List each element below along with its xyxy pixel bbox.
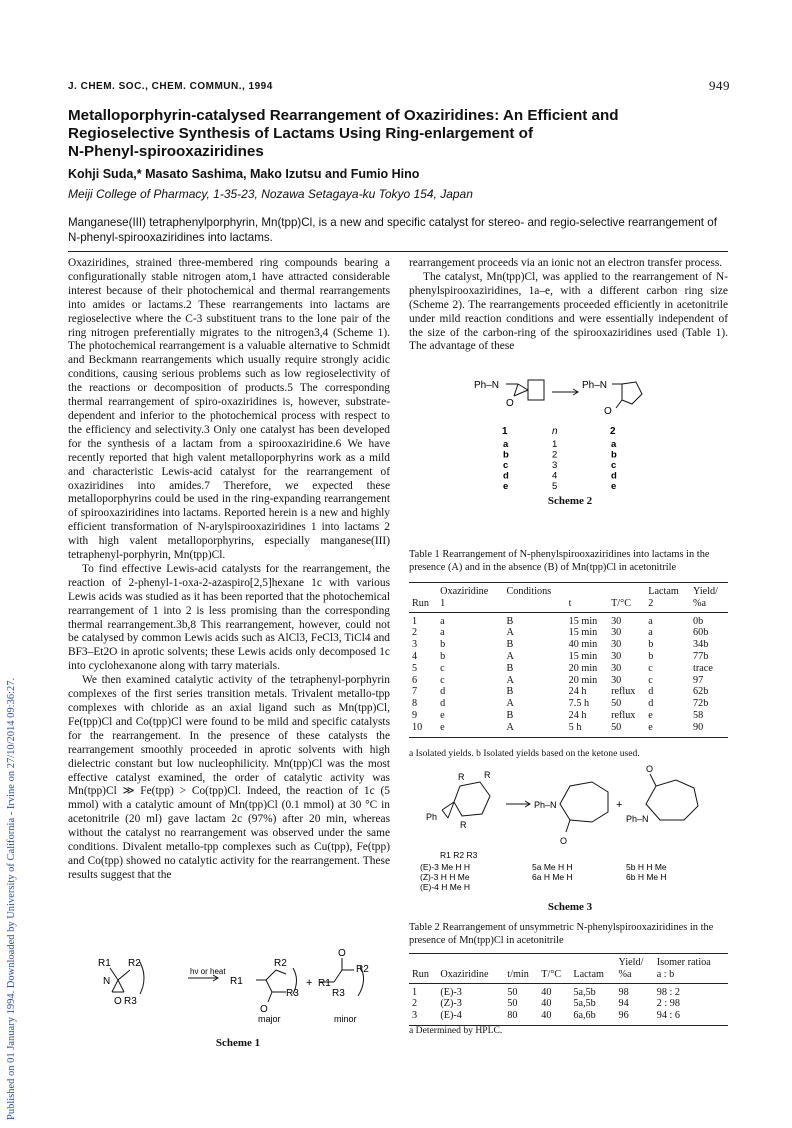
scheme2-table-cell: 2 xyxy=(552,449,558,461)
table-cell: 94 xyxy=(618,998,629,1010)
table-cell: a xyxy=(648,627,653,639)
table-2-footnote: a Determined by HPLC. xyxy=(409,1025,503,1036)
table-cell: d xyxy=(440,698,446,710)
table-cell: 77b xyxy=(693,650,709,662)
title-line-3: N-Phenyl-spirooxaziridines xyxy=(68,143,264,160)
left-column xyxy=(68,257,390,883)
table-header-cell xyxy=(437,954,504,969)
scheme1-product-r2: R2 xyxy=(274,958,287,969)
table-cell: c xyxy=(440,674,445,686)
scheme3-ph: Ph xyxy=(426,812,438,822)
table-cell: 72b xyxy=(693,698,709,710)
abstract: Manganese(III) tetraphenylporphyrin, Mn(tpp)Cl, is a new and specific catalyst for stereo- and regio-selective rearrangement of N-phenyl-spirooxaziridines into lactams. xyxy=(68,216,717,244)
table-cell: (E)-4 xyxy=(437,1010,504,1025)
table-cell: b xyxy=(648,639,654,651)
table-cell: 3 xyxy=(412,639,418,651)
table-header-cell: t/min xyxy=(504,969,538,983)
table-cell: 10 xyxy=(409,722,437,737)
table-row xyxy=(409,612,728,627)
scheme3-product-b-label: Ph–N xyxy=(626,814,649,824)
table-cell: 30 xyxy=(611,674,622,686)
table-header-cell: Run xyxy=(409,598,437,612)
table-cell: 15 min xyxy=(568,615,598,627)
table-cell: 98 : 2 xyxy=(656,986,680,998)
table-header-cell: Yield/ xyxy=(690,583,728,598)
table-header-cell: Run xyxy=(409,969,437,983)
table-cell: 5 xyxy=(412,662,418,674)
table-cell: 5a,5b xyxy=(573,998,596,1010)
table-row xyxy=(409,639,728,651)
table-header-row xyxy=(409,598,728,612)
scheme1-major-label: major xyxy=(258,1014,281,1024)
table-header-cell: 1 xyxy=(437,598,503,612)
scheme3-subst-head: R1 R2 R3 xyxy=(440,850,478,860)
table-cell: A xyxy=(503,722,565,737)
table-cell: 50 xyxy=(608,722,645,737)
table-cell: 34b xyxy=(693,639,709,651)
scheme3-substituent-row: 6a H Me H xyxy=(532,872,573,882)
scheme2-table-cell: d xyxy=(611,470,617,482)
running-header xyxy=(68,78,730,93)
scheme-1-caption: Scheme 1 xyxy=(215,1037,261,1049)
table-cell: 5a,5b xyxy=(573,986,596,998)
table-cell: 40 xyxy=(538,1010,570,1025)
scheme1-n: N xyxy=(103,976,111,987)
scheme1-arrow-label: hν or heat xyxy=(190,967,226,976)
scheme2-product-label: Ph–N xyxy=(582,380,608,391)
table-header-cell: Yield/ xyxy=(616,954,654,969)
scheme3-substituent-row: 6b H Me H xyxy=(626,872,667,882)
table-cell: 96 xyxy=(616,1010,654,1025)
table-header-cell xyxy=(409,583,437,598)
table-cell: 60b xyxy=(693,627,709,639)
table-cell: a xyxy=(440,615,445,627)
table-1-caption: Table 1 Rearrangement of N-phenylspirooxaziridines into lactams in the presence (A) and in the absence (B) of Mn(tpp)Cl in acetonitrile xyxy=(409,549,710,573)
title-line-2: Regioselective Synthesis of Lactams Using Ring-enlargement of xyxy=(68,125,534,142)
table-header-cell: Oxaziridine xyxy=(437,969,504,983)
table-cell: 58 xyxy=(693,709,704,721)
table-row xyxy=(409,663,728,675)
scheme3-product-a-o: O xyxy=(560,836,568,846)
table-1 xyxy=(409,582,728,738)
table-row xyxy=(409,998,728,1010)
table-cell: 20 min xyxy=(568,662,598,674)
table-cell: B xyxy=(506,686,514,698)
scheme1-minor-r2: R2 xyxy=(356,964,369,975)
table-cell: 24 h xyxy=(568,709,587,721)
table-cell: a xyxy=(648,615,653,627)
title-line-1: Metalloporphyrin-catalysed Rearrangement of Oxaziridines: An Efficient and xyxy=(68,107,619,124)
scheme2-table-cell: 4 xyxy=(552,470,558,482)
table-header-cell: t xyxy=(566,598,608,612)
scheme-3-caption: Scheme 3 xyxy=(547,901,593,913)
table-row xyxy=(409,710,728,722)
table-2 xyxy=(409,953,728,1026)
scheme1-minor-o: O xyxy=(338,948,346,959)
scheme2-col-n: n xyxy=(552,426,558,437)
scheme3-substituent-row: 5a Me H H xyxy=(532,862,573,872)
scheme-2 xyxy=(470,372,670,507)
scheme1-minor-r3: R3 xyxy=(332,988,345,999)
table-cell: 97 xyxy=(693,674,704,686)
table-cell: e xyxy=(648,709,653,721)
scheme2-table-cell: 3 xyxy=(552,460,558,471)
scheme1-product-r1: R1 xyxy=(230,976,243,987)
scheme1-r1: R1 xyxy=(98,958,111,969)
table-header-cell: a : b xyxy=(654,969,728,983)
journal-name: J. CHEM. SOC., CHEM. COMMUN., 1994 xyxy=(68,81,273,92)
table-cell: 1 xyxy=(412,615,418,627)
body-paragraph: rearrangement proceeds via an ionic not an electron transfer process. xyxy=(409,257,723,269)
table-row xyxy=(409,627,728,639)
table-cell: B xyxy=(506,639,514,651)
table-cell: (Z)-3 xyxy=(440,998,462,1010)
table-cell: d xyxy=(648,686,654,698)
table-cell: A xyxy=(506,650,514,662)
table-row xyxy=(409,686,728,698)
table-cell: 50 xyxy=(507,986,518,998)
page-number: 949 xyxy=(709,78,730,93)
table-cell: 7.5 h xyxy=(568,698,590,710)
table-cell: 6a,6b xyxy=(570,1010,615,1025)
table-cell: 8 xyxy=(412,698,418,710)
table-cell: b xyxy=(440,639,446,651)
scheme2-table-cell: e xyxy=(611,481,617,490)
table-cell: B xyxy=(506,709,514,721)
table-cell: 2 xyxy=(412,998,418,1010)
table-cell: 30 xyxy=(611,615,622,627)
table-header-cell xyxy=(504,954,538,969)
table-cell: b xyxy=(648,650,654,662)
table-cell: A xyxy=(506,674,514,686)
scheme-2-structures xyxy=(470,372,670,490)
scheme-3 xyxy=(420,764,720,914)
table-cell: 7 xyxy=(412,686,418,698)
table-cell: trace xyxy=(693,662,713,674)
table-cell: 50 xyxy=(611,698,622,710)
table-cell: 30 xyxy=(611,627,622,639)
scheme2-col-1: 1 xyxy=(502,426,508,437)
table-cell: reflux xyxy=(611,686,636,698)
table-cell: 40 xyxy=(541,998,552,1010)
right-column xyxy=(409,257,728,354)
scheme1-plus: + xyxy=(306,977,313,989)
table-cell: a xyxy=(440,627,445,639)
download-notice-sidebar xyxy=(0,0,22,1128)
table-header-cell: 2 xyxy=(645,598,690,612)
scheme3-substituent-row: (E)-3 Me H H xyxy=(420,862,471,872)
scheme3-plus: + xyxy=(616,799,623,811)
table-cell: 6 xyxy=(412,674,418,686)
table-cell: e xyxy=(440,709,445,721)
scheme3-r3: R xyxy=(460,820,467,830)
scheme3-product-b-o: O xyxy=(646,764,654,774)
table-cell: 50 xyxy=(507,998,518,1010)
scheme-2-caption: Scheme 2 xyxy=(547,495,593,507)
table-cell: 24 h xyxy=(568,686,587,698)
table-row xyxy=(409,1010,728,1025)
table-cell: B xyxy=(506,662,514,674)
table-header-cell: %a xyxy=(690,598,728,612)
scheme2-table-cell: e xyxy=(503,481,509,490)
table-cell: 5 h xyxy=(566,722,608,737)
table-cell: c xyxy=(648,662,653,674)
table-cell: B xyxy=(506,615,514,627)
section-divider xyxy=(68,251,728,252)
table-header-cell xyxy=(409,954,437,969)
body-paragraph: The catalyst, Mn(tpp)Cl, was applied to the rearrangement of N-phenylspirooxaziridines, 1a–e, with a different carbon ring size (Scheme 2). The rearrangements proceeded efficiently in acetonitrile under mild reaction conditions and were essentially independent of the size of the carbon-ring of the spirooxaziridines used (Table 1). The advantage of these xyxy=(409,270,728,353)
scheme-3-structures xyxy=(420,764,720,896)
table-header-cell: Oxaziridine xyxy=(437,583,503,598)
table-cell: 30 xyxy=(611,639,622,651)
table-cell: 1 xyxy=(412,986,418,998)
table-cell: A xyxy=(506,627,514,639)
table-cell: 94 : 6 xyxy=(654,1010,728,1025)
scheme1-r3: R3 xyxy=(124,996,137,1007)
table-cell: 90 xyxy=(690,722,728,737)
table-header-cell: T/°C xyxy=(608,598,645,612)
table-cell: 2 : 98 xyxy=(656,998,680,1010)
table-cell: e xyxy=(437,722,503,737)
scheme1-product-r3: R3 xyxy=(286,988,299,999)
scheme3-substituent-row: 5b H H Me xyxy=(626,862,667,872)
scheme2-table-cell: 1 xyxy=(552,439,558,450)
table-cell: 9 xyxy=(412,709,418,721)
table-cell: e xyxy=(645,722,690,737)
table-header-row xyxy=(409,583,728,598)
table-cell: 30 xyxy=(611,650,622,662)
scheme3-r1: R xyxy=(458,772,465,782)
table-cell: c xyxy=(648,674,653,686)
table-header-cell xyxy=(608,583,645,598)
table-cell: 40 xyxy=(541,986,552,998)
author-list: Kohji Suda,* Masato Sashima, Mako Izutsu and Fumio Hino xyxy=(68,167,420,181)
table-header-cell xyxy=(566,583,608,598)
scheme2-table-cell: 5 xyxy=(552,481,558,490)
table-row xyxy=(409,675,728,687)
scheme1-minor-r1: R1 xyxy=(318,978,331,989)
table-cell: 2 xyxy=(412,627,418,639)
table-cell: 15 min xyxy=(568,650,598,662)
table-header-cell xyxy=(503,598,565,612)
scheme2-product-o: O xyxy=(604,406,612,417)
table-cell: 40 min xyxy=(568,639,598,651)
table-row xyxy=(409,651,728,663)
table-row xyxy=(409,722,728,737)
table-cell: 4 xyxy=(412,650,418,662)
table-cell: (E)-3 xyxy=(440,986,462,998)
table-row xyxy=(409,698,728,710)
table-cell: A xyxy=(506,698,514,710)
download-notice-text: Published on 01 January 1994. Downloaded by University of California - Irvine on 27/10/2014 09:36:27. xyxy=(6,677,17,1120)
scheme2-table-cell: c xyxy=(611,460,617,471)
scheme2-col-2: 2 xyxy=(610,426,616,437)
table-header-cell: Lactam xyxy=(570,969,615,983)
article-title xyxy=(68,107,728,161)
table-2-caption: Table 2 Rearrangement of unsymmetric N-phenylspirooxaziridines in the presence of Mn(tpp)Cl in acetonitrile xyxy=(409,922,714,946)
scheme2-table-cell: a xyxy=(611,439,617,450)
table-cell: 3 xyxy=(409,1010,437,1025)
table-cell: 15 min xyxy=(568,627,598,639)
table-cell: d xyxy=(440,686,446,698)
affiliation: Meiji College of Pharmacy, 1-35-23, Nozawa Setagaya-ku Tokyo 154, Japan xyxy=(68,187,473,201)
table-header-cell xyxy=(570,954,615,969)
table-cell: 98 xyxy=(618,986,629,998)
body-paragraph: We then examined catalytic activity of the tetraphenyl-porphyrin complexes of the first series transition metals. Trivalent metallo-tpp complexes with chloride as an axial ligand such as Mn(tpp)Cl, Fe(tpp)Cl and Co(tpp)Cl were found to be mild and specific catalysts for the rearrangement. In the presence of these catalysts the rearrangement smoothly proceeded in aprotic solvents with high dielectric constant but low nucleophilicity. Mn(tpp)Cl was the most effective catalyst examined, the order of catalytic activity was Mn(tpp)Cl ≫ Fe(tpp) > Co(tpp)Cl. Indeed, the reaction of 1c (5 mmol) with a catalytic amount of Mn(tpp)Cl (0.1 mmol) at 30 °C in acetonitrile (20 ml) gave lactam 2c (97%) after 20 min, whereas without the catalyst no rearrangement was observed under the same conditions. Divalent metallo-tpp complexes such as Cu(tpp), Fe(tpp) and Co(tpp) showed no catalytic activity for the rearrangement. These results suggest that the xyxy=(68,674,390,881)
table-header-cell: Isomer ratioa xyxy=(654,954,728,969)
scheme-1-structures xyxy=(88,948,388,1026)
scheme3-substituent-row: (Z)-3 H H Me xyxy=(420,872,470,882)
scheme2-table-cell: d xyxy=(503,470,509,482)
body-paragraph: To find effective Lewis-acid catalysts for the rearrangement, the reaction of 2-phenyl-1-oxa-2-azaspiro[2,5]hexane 1c with various Lewis acids was studied as it has been reported that the photochemical rearrangement of 1 into 2 is less promising than the corresponding thermal rearrangement.3b,8 This rearrangement, however, could not be catalysed by common Lewis acids such as AlCl3, FeCl3, TiCl4 and BF3–Et2O in aprotic solvents; these Lewis acids only decomposed 1c into cyclohexanone along with tarry materials. xyxy=(68,562,390,673)
scheme1-r2: R2 xyxy=(128,958,141,969)
scheme2-table-cell: b xyxy=(503,449,509,461)
scheme2-table-cell: c xyxy=(503,460,509,471)
table-cell: d xyxy=(648,698,654,710)
table-cell: 0b xyxy=(693,615,704,627)
table-row xyxy=(409,983,728,998)
table-cell: 20 min xyxy=(568,674,598,686)
scheme1-minor-label: minor xyxy=(334,1014,357,1024)
table-header-row xyxy=(409,969,728,983)
table-cell: 30 xyxy=(611,662,622,674)
table-cell: c xyxy=(440,662,445,674)
scheme3-r2: R xyxy=(484,770,491,780)
scheme1-product-o: O xyxy=(260,1004,268,1015)
table-cell: b xyxy=(440,650,446,662)
table-header-row xyxy=(409,954,728,969)
table-header-cell: Lactam xyxy=(645,583,690,598)
table-1-footnote: a Isolated yields. b Isolated yields based on the ketone used. xyxy=(409,748,640,759)
table-header-cell xyxy=(538,954,570,969)
scheme-1 xyxy=(88,948,388,1048)
scheme1-o: O xyxy=(114,996,122,1007)
scheme2-reactant-label: Ph–N xyxy=(474,380,500,391)
table-cell: 80 xyxy=(504,1010,538,1025)
scheme2-table-cell: b xyxy=(611,449,617,461)
scheme2-reactant-o: O xyxy=(506,398,514,409)
table-header-cell: T/°C xyxy=(538,969,570,983)
table-header-cell: %a xyxy=(616,969,654,983)
scheme2-table-cell: a xyxy=(503,439,509,450)
scheme3-product-a-label: Ph–N xyxy=(534,800,557,810)
table-header-cell: Conditions xyxy=(503,583,565,598)
scheme3-substituent-row: (E)-4 H Me H xyxy=(420,882,471,892)
body-paragraph: Oxaziridines, strained three-membered ring compounds bearing a configurationally stable nitrogen atom,1 have attracted considerable interest because of their photochemical and thermal rearrangements into amides or lactams.2 These rearrangements into lactams are regioselective where the C-3 substituent trans to the lone pair of the ring nitrogen preferentially migrates to the nitrogen3,4 (Scheme 1). The photochemical rearrangement is a valuable alternative to Schmidt and Beckmann rearrangements which usually require strongly acidic conditions, causing serious problems such as low regioselectivity of the reactions or decomposition of products.5 The corresponding thermal rearrangement of spiro-oxaziridines is, however, substrate-dependent and inferior to the photochemical process with respect to the efficiency and selectivity.3 Only one catalyst has been developed for the synthesis of a lactam from a spirooxaziridine.6 We have recently reported that high valent metalloporphyrins work as a mild and characteristic Lewis-acid catalyst for the rearrangement of oxaziridines into amides.7 Therefore, we expected these metalloporphyrins could be used in the ring-expanding rearrangement of spirooxaziridines into lactams. Reported herein is a new and highly efficient transformation of N-arylspirooxaziridines 1 into lactams 2 with high valent metalloporphyrins, especially manganese(III) tetraphenyl-porphyrin, Mn(tpp)Cl. xyxy=(68,257,390,562)
table-cell: 62b xyxy=(693,686,709,698)
table-cell: reflux xyxy=(611,709,636,721)
